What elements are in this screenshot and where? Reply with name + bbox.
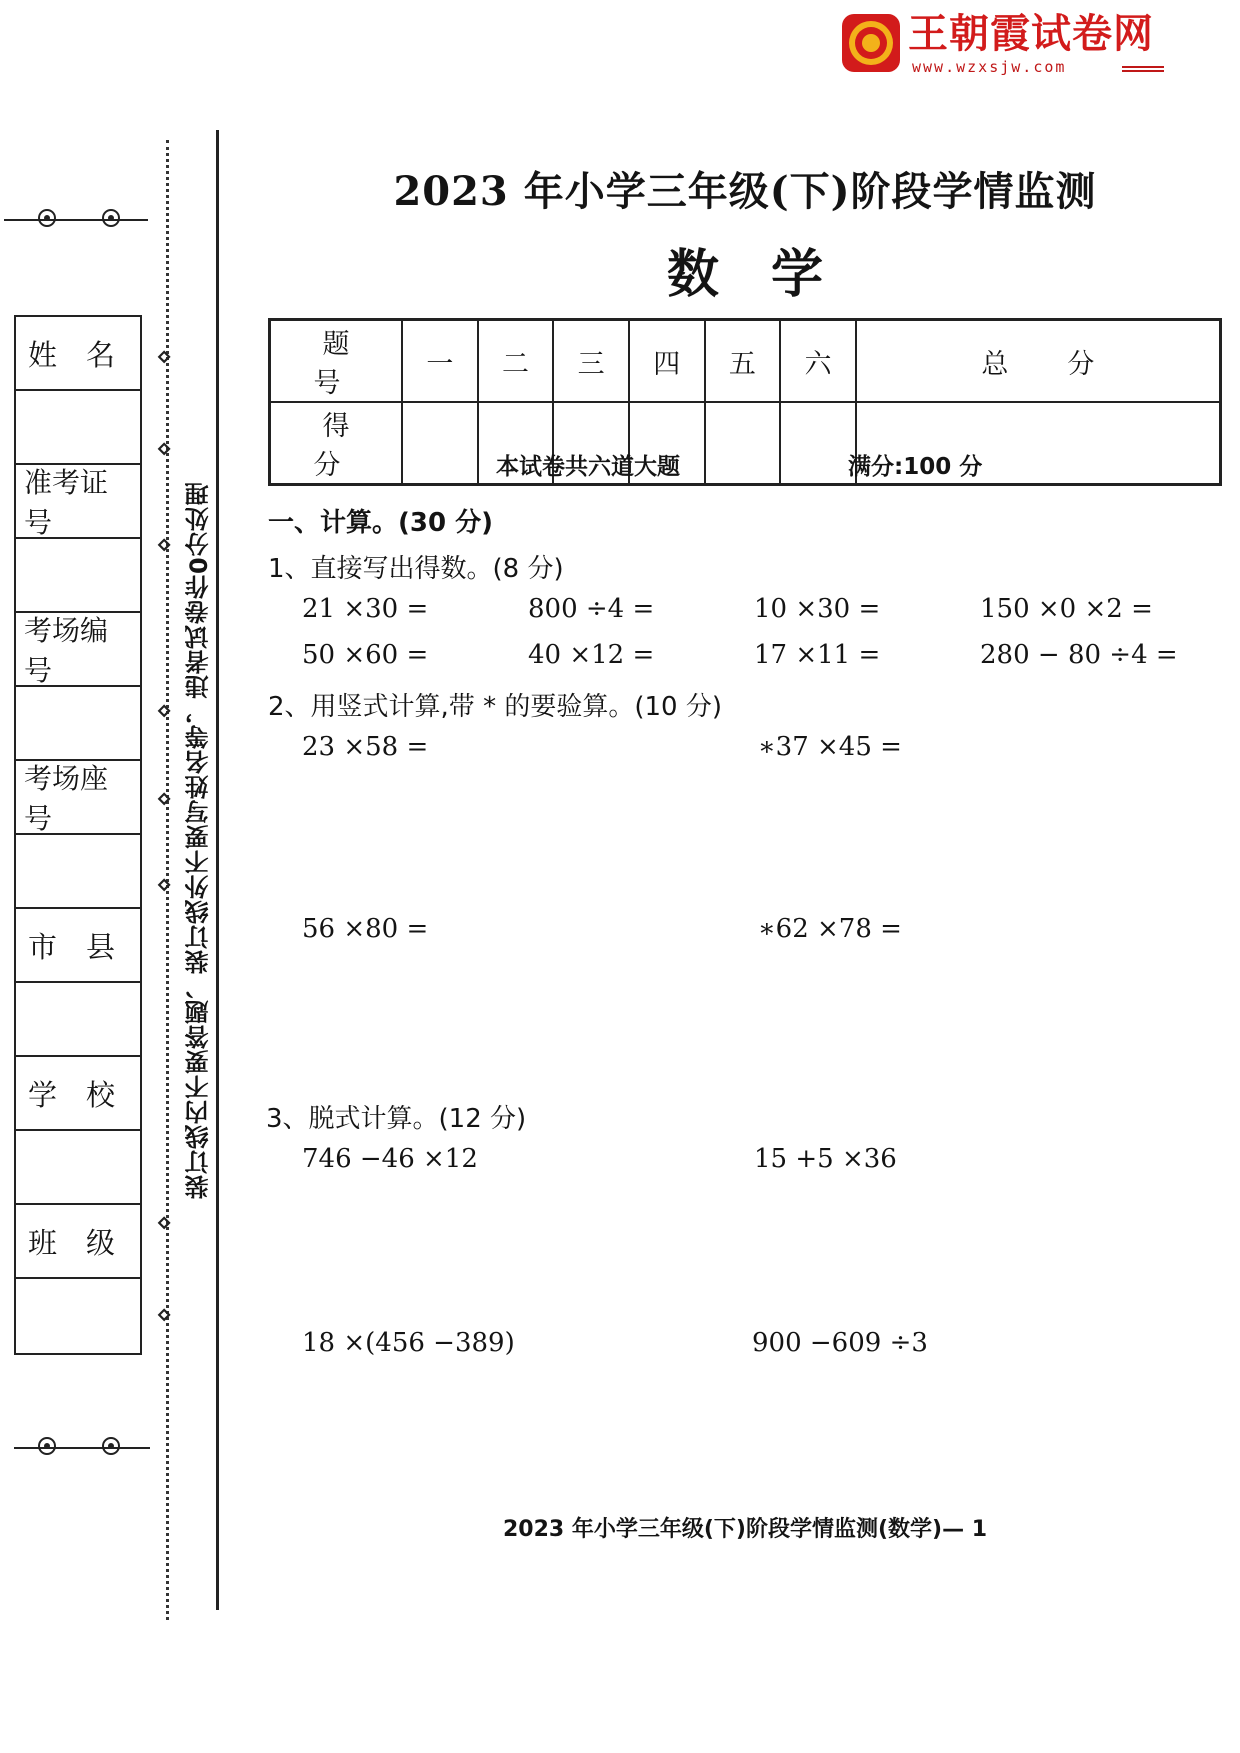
question-count: 本试卷共六道大题 bbox=[496, 454, 680, 480]
ring-icon bbox=[102, 209, 120, 227]
ring-icon bbox=[102, 1437, 120, 1455]
score-header-cell: 三 bbox=[553, 320, 629, 403]
diamond-icon bbox=[158, 444, 174, 460]
field-exam-id-label: 准考证号 bbox=[16, 465, 140, 539]
question-heading: 1、直接写出得数。(8 分) bbox=[268, 554, 564, 584]
field-exam-id-blank[interactable] bbox=[16, 539, 140, 613]
logo-stripe bbox=[1122, 66, 1164, 74]
student-info-table bbox=[14, 315, 142, 1355]
logo-name: 王朝霞试卷网 bbox=[908, 11, 1154, 57]
diamond-icon bbox=[158, 794, 174, 810]
exam-subject: 数学 bbox=[666, 245, 875, 305]
field-class-blank[interactable] bbox=[16, 1279, 140, 1353]
field-seat-blank[interactable] bbox=[16, 835, 140, 909]
score-cell[interactable] bbox=[780, 402, 856, 485]
oral-calc-item: 50 ×60 = bbox=[302, 640, 429, 670]
step-calc-item: 15 +5 ×36 bbox=[754, 1144, 897, 1174]
logo-url: www.wzxsjw.com bbox=[912, 58, 1067, 76]
score-cell[interactable] bbox=[705, 402, 781, 485]
score-header-cell: 五 bbox=[705, 320, 781, 403]
binding-notice: 装订线内不要答题、装订线外不要写姓名等，违者试卷作0分处理 bbox=[185, 481, 213, 1199]
ring-icon bbox=[38, 1437, 56, 1455]
diamond-icon bbox=[158, 540, 174, 556]
score-cell[interactable] bbox=[402, 402, 478, 485]
vertical-calc-item: ∗37 ×45 = bbox=[758, 732, 902, 762]
oral-calc-item: 150 ×0 ×2 = bbox=[980, 594, 1153, 624]
binding-solid-line bbox=[216, 130, 219, 1610]
score-header-cell: 一 bbox=[402, 320, 478, 403]
diamond-icon bbox=[158, 706, 174, 722]
field-name-label: 姓 名 bbox=[16, 317, 140, 391]
binding-ornament-bottom bbox=[14, 1436, 150, 1460]
vertical-calc-item: ∗62 ×78 = bbox=[758, 914, 902, 944]
field-class-label: 班 级 bbox=[16, 1205, 140, 1279]
score-header-cell: 六 bbox=[780, 320, 856, 403]
ring-icon bbox=[38, 209, 56, 227]
vertical-calc-item: 56 ×80 = bbox=[302, 914, 429, 944]
field-school-label: 学 校 bbox=[16, 1057, 140, 1131]
field-room-blank[interactable] bbox=[16, 687, 140, 761]
field-city-blank[interactable] bbox=[16, 983, 140, 1057]
diamond-icon bbox=[158, 880, 174, 896]
field-school-blank[interactable] bbox=[16, 1131, 140, 1205]
vertical-calc-item: 23 ×58 = bbox=[302, 732, 429, 762]
oral-calc-item: 800 ÷4 = bbox=[528, 594, 655, 624]
step-calc-item: 900 −609 ÷3 bbox=[752, 1328, 928, 1358]
score-header-row bbox=[270, 320, 1221, 403]
seal-logo-icon bbox=[840, 12, 902, 74]
exam-title: 2023 年小学三年级(下)阶段学情监测 bbox=[393, 168, 1097, 215]
step-calc-item: 746 −46 ×12 bbox=[302, 1144, 478, 1174]
score-value-row bbox=[270, 402, 1221, 485]
publisher-logo bbox=[840, 10, 1170, 78]
oral-calc-item: 17 ×11 = bbox=[754, 640, 881, 670]
page-footer: 2023 年小学三年级(下)阶段学情监测(数学)— 1 bbox=[502, 1517, 988, 1542]
oral-calc-item: 40 ×12 = bbox=[528, 640, 655, 670]
field-seat-label: 考场座号 bbox=[16, 761, 140, 835]
step-calc-item: 18 ×(456 −389) bbox=[302, 1328, 515, 1358]
field-name-blank[interactable] bbox=[16, 391, 140, 465]
diamond-icon bbox=[158, 1218, 174, 1234]
score-row-label: 得 分 bbox=[270, 402, 403, 485]
score-table bbox=[268, 318, 1222, 486]
field-city-label: 市 县 bbox=[16, 909, 140, 983]
diamond-icon bbox=[158, 1310, 174, 1326]
score-header-total: 总 分 bbox=[856, 320, 1221, 403]
oral-calc-item: 10 ×30 = bbox=[754, 594, 881, 624]
full-score: 满分:100 分 bbox=[848, 454, 983, 480]
section-heading: 一、计算。(30 分) bbox=[268, 508, 493, 538]
question-heading: 3、脱式计算。(12 分) bbox=[266, 1104, 527, 1134]
score-header-label: 题 号 bbox=[270, 320, 403, 403]
question-heading: 2、用竖式计算,带 * 的要验算。(10 分) bbox=[268, 692, 722, 722]
diamond-icon bbox=[158, 352, 174, 368]
oral-calc-item: 21 ×30 = bbox=[302, 594, 429, 624]
binding-ornament-top bbox=[4, 208, 148, 232]
oral-calc-item: 280 − 80 ÷4 = bbox=[980, 640, 1178, 670]
score-header-cell: 二 bbox=[478, 320, 554, 403]
score-header-cell: 四 bbox=[629, 320, 705, 403]
field-room-label: 考场编号 bbox=[16, 613, 140, 687]
